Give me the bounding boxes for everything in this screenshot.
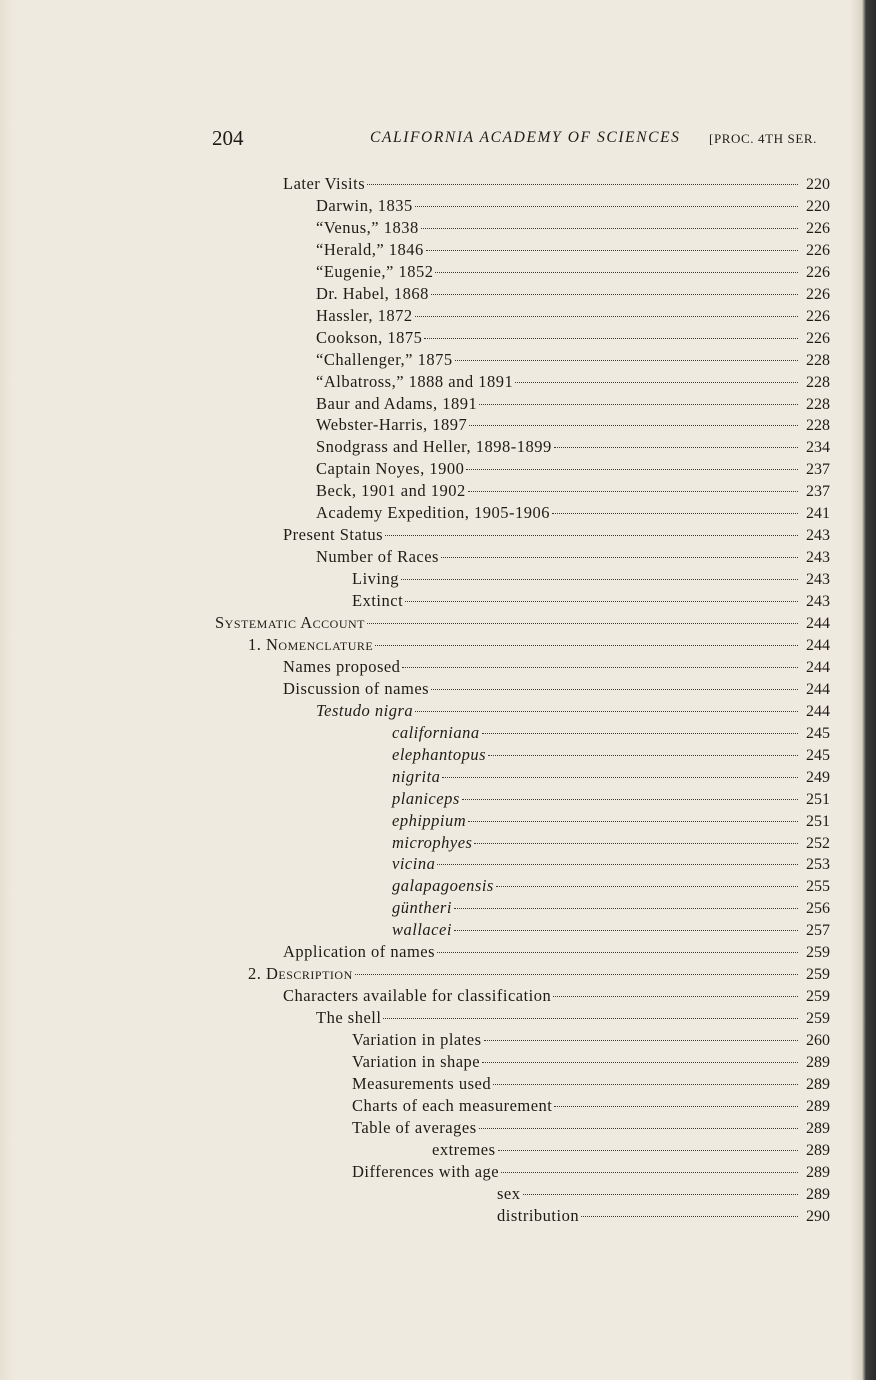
series-label xyxy=(709,131,817,147)
dot-leader xyxy=(501,1172,798,1173)
toc-entry xyxy=(248,635,830,657)
toc-entry-label: Extinct xyxy=(352,591,404,611)
dot-leader xyxy=(424,338,798,339)
dot-leader xyxy=(468,821,798,822)
dot-leader xyxy=(466,469,798,470)
dot-leader xyxy=(402,667,798,668)
dot-leader xyxy=(454,930,798,931)
toc-entry-page: 244 xyxy=(806,680,830,698)
toc-entry-page: 220 xyxy=(806,197,830,215)
toc-entry-page: 226 xyxy=(806,219,830,237)
toc-entry-page: 228 xyxy=(806,351,830,369)
toc-entry-label: “Eugenie,” 1852 xyxy=(316,261,434,281)
toc-entry-label: planiceps xyxy=(392,788,460,808)
toc-entry-page: 260 xyxy=(806,1032,830,1050)
toc-entry-label: Discussion of names xyxy=(283,678,430,698)
dot-leader xyxy=(553,996,798,997)
toc-entry-page: 289 xyxy=(806,1054,830,1071)
toc-entry-label: Present Status xyxy=(283,525,384,545)
toc-entry-label: The shell xyxy=(316,1008,382,1028)
dot-leader xyxy=(437,952,798,953)
toc-entry xyxy=(316,196,830,218)
dot-leader xyxy=(554,447,798,448)
toc-entry-page: 243 xyxy=(806,527,830,545)
series-bracket: [ xyxy=(709,131,714,146)
toc-entry xyxy=(392,854,830,876)
toc-entry-label: Captain Noyes, 1900 xyxy=(316,459,465,479)
toc-entry-label: ephippium xyxy=(392,810,467,830)
toc-entry xyxy=(316,459,830,481)
toc-entry xyxy=(316,394,830,416)
toc-entry-page: 228 xyxy=(806,395,830,413)
toc-entry-label: wallacei xyxy=(392,920,452,940)
dot-leader xyxy=(405,601,798,602)
toc-entry xyxy=(392,920,830,942)
toc-entry-page: 259 xyxy=(806,988,830,1006)
toc-entry-page: 237 xyxy=(806,461,830,479)
toc-entry-label: Cookson, 1875 xyxy=(316,327,423,347)
toc-entry-page: 226 xyxy=(806,307,830,325)
dot-leader xyxy=(482,1062,798,1063)
toc-entry-page: 289 xyxy=(806,1185,830,1203)
toc-entry-label: microphyes xyxy=(392,832,473,852)
toc-entry-page: 226 xyxy=(806,263,830,281)
toc-entry xyxy=(316,240,830,262)
toc-entry xyxy=(352,1074,830,1096)
toc-entry-page: 243 xyxy=(806,593,830,611)
toc-entry-page: 257 xyxy=(806,922,830,940)
toc-entry xyxy=(392,876,830,898)
dot-leader xyxy=(479,404,798,405)
toc-entry-page: 255 xyxy=(806,878,830,896)
toc-entry xyxy=(352,1118,830,1140)
toc-entry-page: 252 xyxy=(806,834,830,852)
toc-entry-page: 249 xyxy=(806,768,830,786)
toc-entry-label: Systematic Account xyxy=(215,613,365,632)
toc-entry-page: 244 xyxy=(806,658,830,676)
dot-leader xyxy=(496,886,798,887)
toc-entry xyxy=(316,701,830,723)
toc-entry xyxy=(316,218,830,240)
toc-entry xyxy=(392,898,830,920)
series-ser: SER. xyxy=(787,131,818,146)
toc-entry xyxy=(283,986,830,1008)
dot-leader xyxy=(474,843,798,844)
toc-entry xyxy=(392,745,830,767)
toc-entry xyxy=(283,679,830,701)
dot-leader xyxy=(367,623,798,624)
toc-entry-page: 256 xyxy=(806,900,830,918)
toc-entry-label: galapagoensis xyxy=(392,876,494,896)
toc-entry-label: Beck, 1901 and 1902 xyxy=(316,481,466,501)
toc-entry xyxy=(497,1184,830,1206)
dot-leader xyxy=(401,579,798,580)
toc-entry-page: 228 xyxy=(806,373,830,391)
dot-leader xyxy=(468,491,798,492)
dot-leader xyxy=(421,228,798,229)
dot-leader xyxy=(581,1216,798,1217)
toc-entry-label: Application of names xyxy=(283,942,436,962)
toc-entry-label: güntheri xyxy=(392,898,452,918)
toc-entry-page: 290 xyxy=(806,1207,830,1225)
toc-entry xyxy=(392,723,830,745)
toc-entry-page: 245 xyxy=(806,724,830,742)
toc-entry xyxy=(283,525,830,547)
dot-leader xyxy=(515,382,798,383)
toc-entry xyxy=(352,591,830,613)
toc-entry xyxy=(392,767,830,789)
toc-entry xyxy=(352,1052,830,1074)
toc-entry-page: 243 xyxy=(806,549,830,567)
toc-entry-label: Characters available for classification xyxy=(283,986,552,1006)
dot-leader xyxy=(385,535,798,536)
toc-entry-label: Testudo nigra xyxy=(316,700,414,720)
toc-entry-label: elephantopus xyxy=(392,744,486,764)
running-title: CALIFORNIA ACADEMY OF SCIENCES xyxy=(370,129,681,146)
dot-leader xyxy=(462,799,798,800)
toc-entry xyxy=(352,1096,830,1118)
toc-entry xyxy=(316,262,830,284)
toc-entry-label: Variation in plates xyxy=(352,1030,482,1050)
toc-entry-page: 289 xyxy=(806,1163,830,1181)
page-number: 204 xyxy=(212,126,244,150)
toc-entry-label: sex xyxy=(497,1183,521,1203)
dot-leader xyxy=(431,294,798,295)
toc-entry-page: 237 xyxy=(806,483,830,501)
series-number: 4TH xyxy=(758,131,784,146)
dot-leader xyxy=(469,425,798,426)
toc-entry xyxy=(352,1162,830,1184)
toc-entry-page: 241 xyxy=(806,505,830,523)
toc-entry-label: Darwin, 1835 xyxy=(316,195,413,215)
toc-entry-label: Charts of each measurement xyxy=(352,1095,553,1115)
dot-leader xyxy=(552,513,798,514)
toc-entry xyxy=(316,1008,830,1030)
toc-entry xyxy=(392,789,830,811)
toc-entry-page: 228 xyxy=(806,417,830,435)
series-abbrev: PROC. xyxy=(713,131,755,146)
toc-entry-label: 1. Nomenclature xyxy=(248,634,374,654)
dot-leader xyxy=(383,1018,798,1019)
toc-entry-page: 234 xyxy=(806,439,830,457)
toc-entry xyxy=(283,174,830,196)
toc-entry xyxy=(316,415,830,437)
dot-leader xyxy=(431,689,798,690)
toc-entry-page: 244 xyxy=(806,615,830,632)
dot-leader xyxy=(454,908,798,909)
toc-entry xyxy=(316,437,830,459)
toc-entry-label: vicina xyxy=(392,854,436,874)
toc-entry xyxy=(215,613,830,635)
toc-entry-label: nigrita xyxy=(392,766,441,786)
dot-leader xyxy=(375,645,798,646)
toc-entry-page: 289 xyxy=(806,1075,830,1093)
toc-entry-page: 289 xyxy=(806,1119,830,1137)
toc-entry xyxy=(283,657,830,679)
dot-leader xyxy=(488,755,798,756)
toc-entry-page: 259 xyxy=(806,944,830,962)
toc-entry xyxy=(352,1030,830,1052)
toc-entry-label: Table of averages xyxy=(352,1117,477,1137)
toc-entry-page: 226 xyxy=(806,285,830,303)
toc-entry-page: 243 xyxy=(806,571,830,589)
toc-entry xyxy=(316,372,830,394)
dot-leader xyxy=(498,1150,798,1151)
toc-entry-label: “Herald,” 1846 xyxy=(316,239,424,259)
toc-entry-label: Number of Races xyxy=(316,547,439,567)
dot-leader xyxy=(442,777,798,778)
dot-leader xyxy=(437,864,798,865)
dot-leader xyxy=(523,1194,799,1195)
toc-entry xyxy=(316,503,830,525)
toc-entry xyxy=(392,811,830,833)
toc-entry xyxy=(316,481,830,503)
toc-entry xyxy=(316,284,830,306)
toc-entry-page: 244 xyxy=(806,636,830,654)
toc-entry-page: 289 xyxy=(806,1097,830,1115)
toc-entry-label: Living xyxy=(352,569,399,589)
toc-entry-label: Variation in shape xyxy=(352,1052,481,1071)
toc-entry-page: 245 xyxy=(806,746,830,764)
toc-entry-page: 244 xyxy=(806,702,830,720)
toc-entry-page: 289 xyxy=(806,1141,830,1159)
toc-entry xyxy=(248,964,830,986)
toc-entry-label: distribution xyxy=(497,1205,580,1225)
toc-entry-label: Later Visits xyxy=(283,174,366,193)
toc-entry-label: “Venus,” 1838 xyxy=(316,217,419,237)
dot-leader xyxy=(426,250,798,251)
toc-entry-label: Academy Expedition, 1905-1906 xyxy=(316,503,550,523)
toc-entry-label: “Challenger,” 1875 xyxy=(316,349,453,369)
dot-leader xyxy=(367,184,798,185)
toc-entry xyxy=(497,1206,830,1228)
dot-leader xyxy=(479,1128,798,1129)
toc-entry xyxy=(316,350,830,372)
toc-entry-label: californiana xyxy=(392,722,480,742)
dot-leader xyxy=(554,1106,798,1107)
dot-leader xyxy=(493,1084,798,1085)
dot-leader xyxy=(415,206,798,207)
toc-entry xyxy=(392,833,830,855)
toc-entry-page: 226 xyxy=(806,241,830,259)
toc-entry xyxy=(432,1140,830,1162)
dot-leader xyxy=(441,557,798,558)
dot-leader xyxy=(455,360,798,361)
toc-entry-label: Baur and Adams, 1891 xyxy=(316,393,478,413)
dot-leader xyxy=(415,711,798,712)
toc-entry-page: 251 xyxy=(806,790,830,808)
page-header xyxy=(212,126,832,152)
dot-leader xyxy=(482,733,798,734)
toc-entry-page: 253 xyxy=(806,856,830,874)
toc-entry-page: 259 xyxy=(806,1010,830,1028)
toc-entry xyxy=(352,569,830,591)
toc-entry-label: Snodgrass and Heller, 1898-1899 xyxy=(316,437,552,457)
toc-entry xyxy=(316,306,830,328)
toc-entry-page: 226 xyxy=(806,329,830,347)
toc-entry-label: “Albatross,” 1888 and 1891 xyxy=(316,371,514,391)
dot-leader xyxy=(355,974,798,975)
dot-leader xyxy=(484,1040,798,1041)
toc-entry-label: Differences with age xyxy=(352,1161,500,1181)
toc-entry-page: 259 xyxy=(806,966,830,984)
toc-entry-label: Hassler, 1872 xyxy=(316,305,413,325)
toc-entry xyxy=(316,328,830,350)
toc-entry-label: Names proposed xyxy=(283,656,401,676)
toc-entry xyxy=(316,547,830,569)
toc-entry-label: Measurements used xyxy=(352,1073,492,1093)
toc-entry-label: 2. Description xyxy=(248,964,353,984)
dot-leader xyxy=(415,316,798,317)
toc-entry-label: Webster-Harris, 1897 xyxy=(316,415,468,435)
toc-entry-label: extremes xyxy=(432,1139,496,1159)
dot-leader xyxy=(435,272,798,273)
toc-entry-label: Dr. Habel, 1868 xyxy=(316,283,429,303)
toc-entry-page: 220 xyxy=(806,176,830,193)
toc-entry xyxy=(283,942,830,964)
toc-entry-page: 251 xyxy=(806,812,830,830)
